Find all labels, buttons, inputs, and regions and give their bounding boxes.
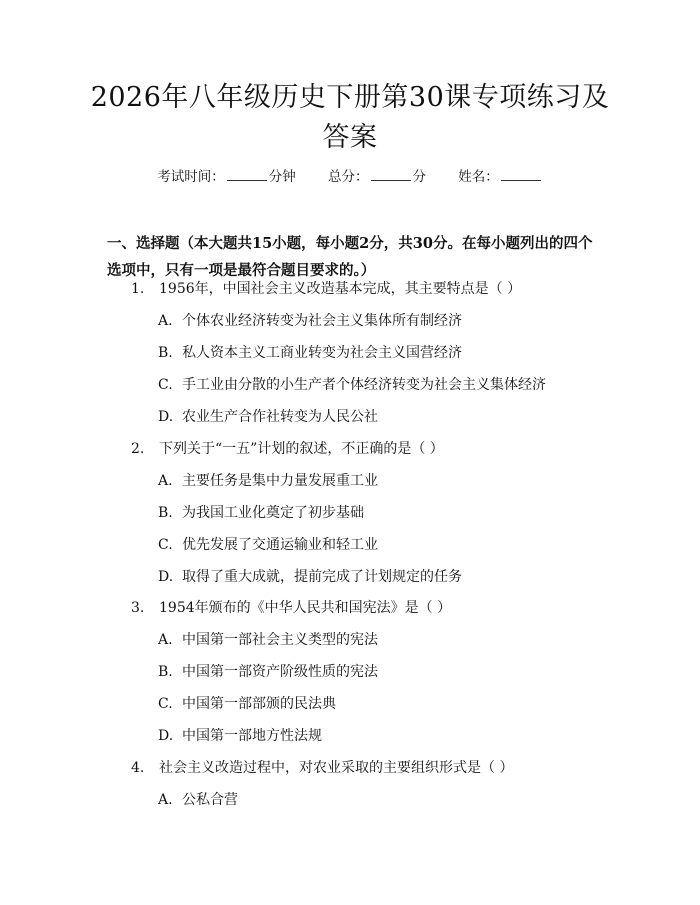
option-text: 中国第一部社会主义类型的宪法 — [182, 632, 378, 648]
time-unit: 分钟 — [268, 169, 296, 185]
question-2-option-c — [158, 535, 378, 555]
question-3 — [131, 598, 451, 618]
option-letter: D. — [158, 409, 174, 425]
option-text: 优先发展了交通运输业和轻工业 — [182, 537, 378, 553]
option-letter: C. — [158, 377, 173, 393]
question-number: 4. — [131, 760, 145, 776]
option-text: 中国第一部资产阶级性质的宪法 — [182, 664, 378, 680]
question-3-option-d — [158, 726, 322, 746]
time-label: 考试时间： — [157, 169, 225, 185]
time-blank — [227, 168, 267, 181]
question-number: 1. — [131, 281, 145, 297]
exam-info-line — [0, 167, 700, 187]
question-number: 3. — [131, 600, 145, 616]
question-4 — [131, 758, 513, 778]
option-letter: B. — [158, 664, 173, 680]
question-1-option-a — [158, 311, 462, 331]
question-2-option-d — [158, 567, 462, 587]
option-text: 私人资本主义工商业转变为社会主义国营经济 — [182, 345, 462, 361]
name-blank — [501, 168, 541, 181]
option-text: 农业生产合作社转变为人民公社 — [182, 409, 378, 425]
question-1 — [131, 279, 521, 299]
question-2-option-a — [158, 471, 378, 491]
option-text: 中国第一部部颁的民法典 — [182, 696, 336, 712]
option-letter: C. — [158, 537, 173, 553]
option-letter: A. — [158, 632, 173, 648]
option-text: 主要任务是集中力量发展重工业 — [182, 473, 378, 489]
option-letter: D. — [158, 728, 174, 744]
section-heading-multiple-choice: 一、选择题（本大题共15小题，每小题2分，共30分。在每小题列出的四个选项中，只有一项是最符合题目要求的。） — [107, 235, 593, 279]
question-4-option-a — [158, 790, 238, 810]
total-score-field — [328, 169, 426, 185]
question-1-option-d — [158, 407, 378, 427]
question-2 — [131, 439, 444, 459]
option-letter: A. — [158, 473, 173, 489]
question-3-option-b — [158, 662, 378, 682]
question-2-option-b — [158, 503, 364, 523]
option-text: 中国第一部地方性法规 — [182, 728, 322, 744]
document-title: 2026年八年级历史下册第30课专项练习及答案 — [90, 82, 610, 153]
score-blank — [371, 168, 411, 181]
option-letter: C. — [158, 696, 173, 712]
option-letter: B. — [158, 345, 173, 361]
score-label: 总分： — [328, 169, 369, 185]
exam-time-field — [157, 169, 296, 185]
option-text: 为我国工业化奠定了初步基础 — [182, 505, 364, 521]
score-unit: 分 — [412, 169, 426, 185]
question-number: 2. — [131, 441, 145, 457]
option-letter: A. — [158, 313, 173, 329]
option-text: 公私合营 — [182, 792, 238, 808]
question-1-option-b — [158, 343, 462, 363]
name-field — [458, 169, 543, 185]
option-letter: D. — [158, 569, 174, 585]
question-3-option-c — [158, 694, 336, 714]
option-text: 手工业由分散的小生产者个体经济转变为社会主义集体经济 — [182, 377, 546, 393]
option-letter: B. — [158, 505, 173, 521]
option-letter: A. — [158, 792, 173, 808]
question-text: 下列关于“一五”计划的叙述，不正确的是（ ） — [159, 441, 444, 457]
question-text: 社会主义改造过程中，对农业采取的主要组织形式是（ ） — [159, 760, 514, 776]
question-3-option-a — [158, 630, 378, 650]
option-text: 取得了重大成就，提前完成了计划规定的任务 — [182, 569, 462, 585]
question-text: 1954年颁布的《中华人民共和国宪法》是（ ） — [159, 600, 452, 616]
question-text: 1956年，中国社会主义改造基本完成，其主要特点是（ ） — [159, 281, 522, 297]
name-label: 姓名： — [458, 169, 499, 185]
option-text: 个体农业经济转变为社会主义集体所有制经济 — [182, 313, 462, 329]
question-1-option-c — [158, 375, 546, 395]
